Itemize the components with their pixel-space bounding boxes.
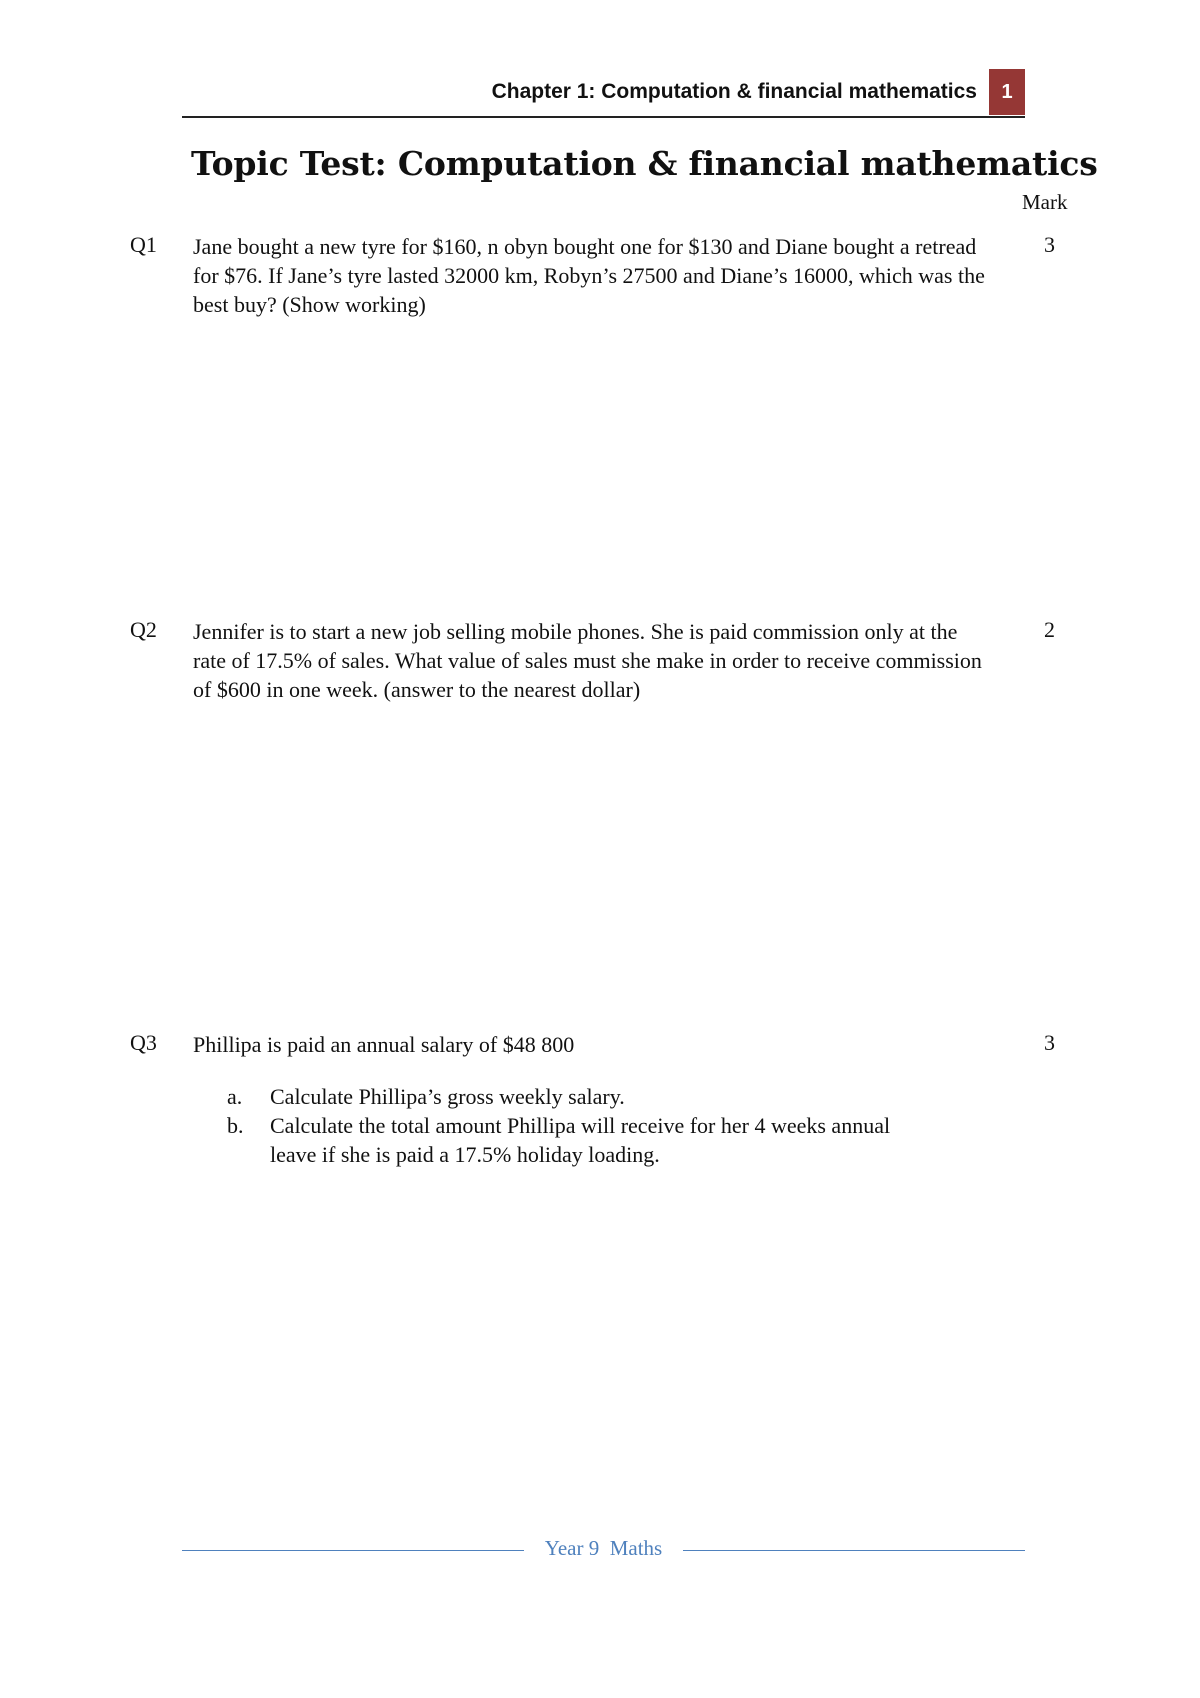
footer-rule-left	[182, 1550, 524, 1551]
subpart-text: Calculate the total amount Phillipa will receive for her 4 weeks annual leave if she is paid a 17.5% holiday loading.	[270, 1113, 891, 1167]
question-mark: 2	[1044, 617, 1055, 642]
question-text: Jennifer is to start a new job selling mobile phones. She is paid commission only at the rate of 17.5% of sales. What value of sales must she make in order to receive commission of $600 in one week. (answer to the nearest dollar)	[193, 619, 982, 702]
question-mark: 3	[1044, 232, 1055, 257]
footer-text: Year 9 Maths	[544, 1536, 663, 1560]
subpart-a	[227, 1082, 927, 1111]
subpart-letter: a.	[227, 1084, 243, 1109]
question-number: Q2	[130, 617, 157, 642]
question-number: Q3	[130, 1030, 157, 1055]
subpart-b	[227, 1111, 927, 1169]
question-subparts	[227, 1082, 927, 1169]
mark-column-label: Mark	[1022, 190, 1068, 214]
question-number: Q1	[130, 232, 157, 257]
test-title: Topic Test: Computation & financial mathematics	[191, 144, 1098, 183]
chapter-title: Chapter 1: Computation & financial mathematics	[491, 80, 977, 103]
footer-rule-right	[683, 1550, 1025, 1551]
question-mark: 3	[1044, 1030, 1055, 1055]
page-footer	[182, 1536, 1025, 1566]
subpart-text: Calculate Phillipa’s gross weekly salary.	[270, 1084, 625, 1109]
question-text: Phillipa is paid an annual salary of $48 800	[193, 1032, 575, 1057]
subpart-letter: b.	[227, 1113, 244, 1138]
page-header	[182, 66, 1025, 118]
page-number-badge: 1	[989, 69, 1025, 115]
question-text: Jane bought a new tyre for $160, n obyn bought one for $130 and Diane bought a retread for $76. If Jane’s tyre lasted 32000 km, Robyn’s 27500 and Diane’s 16000, which was the best buy? (Show working)	[193, 234, 985, 317]
